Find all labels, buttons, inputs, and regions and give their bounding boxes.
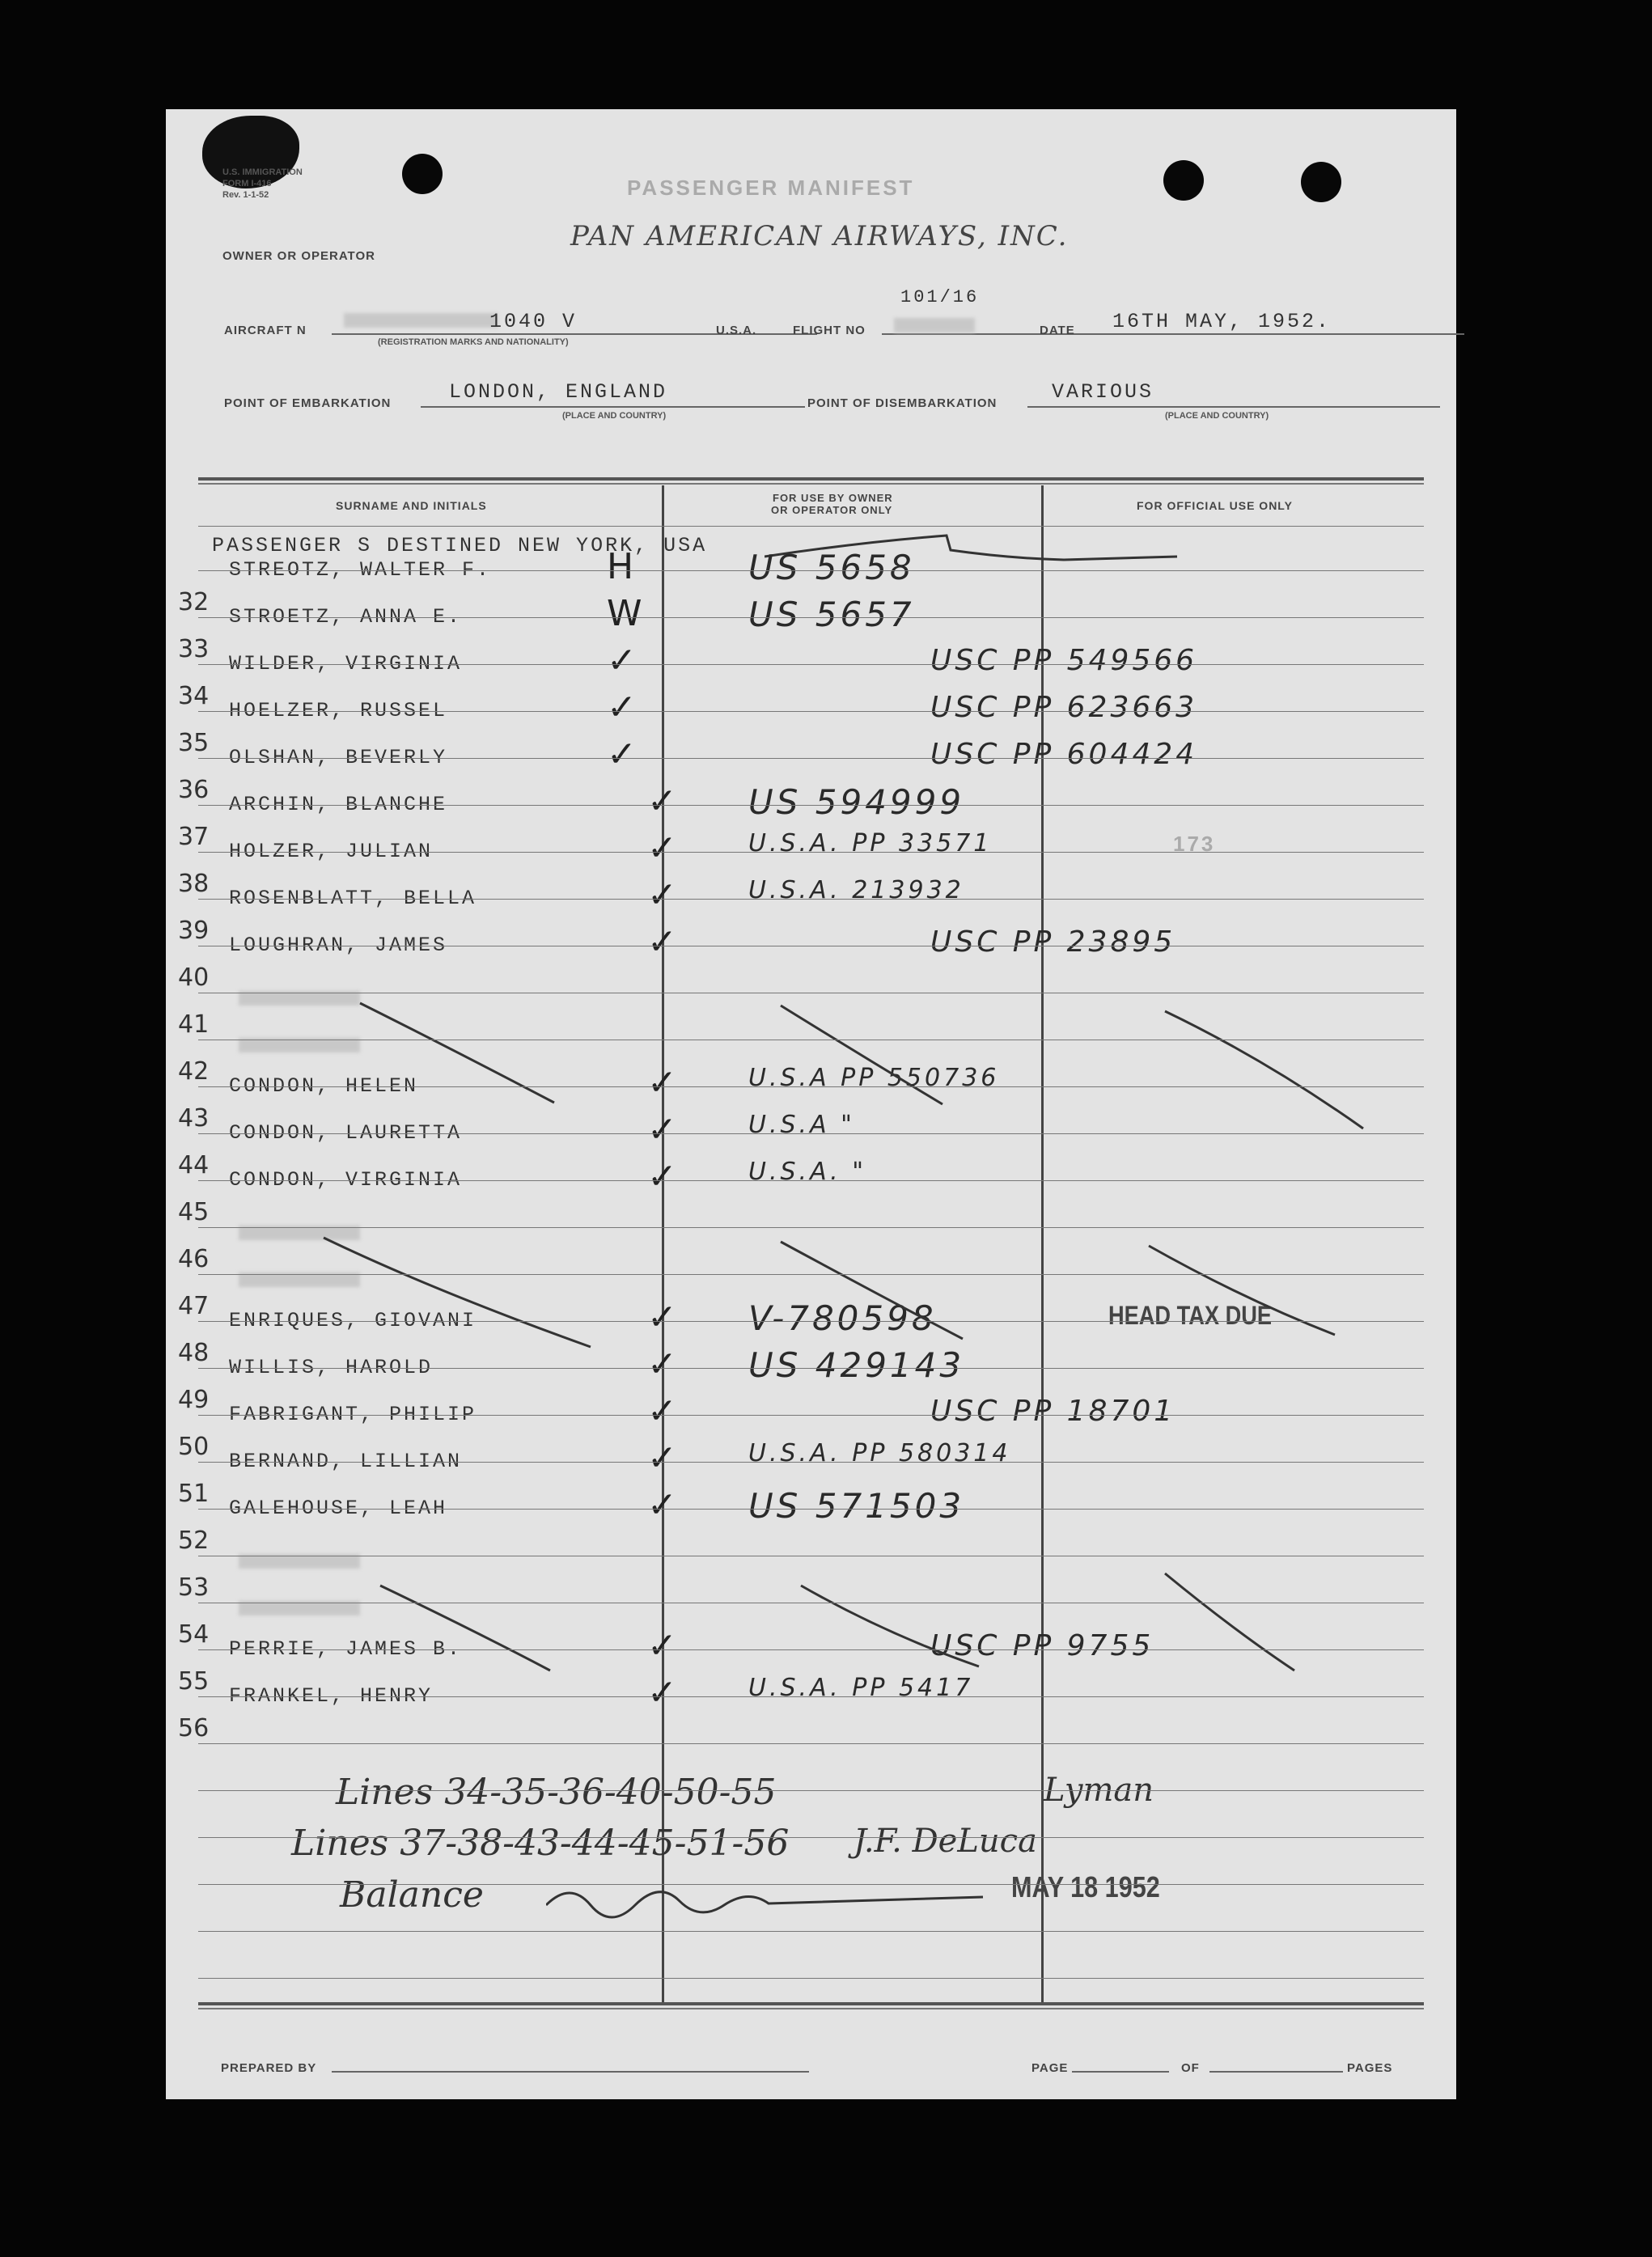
row-number: 37 — [178, 823, 210, 851]
official-use-value: USC PP 549566 — [930, 644, 1198, 677]
manifest-sheet — [166, 109, 1456, 2099]
row-rule — [198, 1133, 1424, 1134]
owner-use-value: U.S.A. " — [748, 1158, 867, 1186]
row-rule — [198, 1462, 1424, 1463]
row-number: 34 — [178, 682, 210, 710]
row-rule — [198, 664, 1424, 665]
row-rule — [198, 1931, 1424, 1932]
row-number: 43 — [178, 1104, 210, 1133]
official-use-value: HEAD TAX DUE — [1108, 1301, 1272, 1330]
row-rule — [198, 1180, 1424, 1181]
official-use-value: USC PP 23895 — [930, 925, 1176, 959]
date-stamp: MAY 18 1952 — [1011, 1870, 1160, 1903]
row-rule — [198, 1649, 1424, 1650]
passenger-name: GALEHOUSE, LEAH — [229, 1497, 448, 1520]
passenger-name: STREOTZ, WALTER F. — [229, 558, 492, 582]
row-rule — [198, 1321, 1424, 1322]
place-sublabel: (PLACE AND COUNTRY) — [562, 411, 667, 421]
row-number: 46 — [178, 1245, 210, 1273]
owner-use-value: V-780598 — [748, 1298, 937, 1338]
check-mark: ✓ — [647, 921, 677, 963]
embark-label: POINT OF EMBARKATION — [224, 396, 392, 410]
redacted-field — [344, 313, 498, 328]
passenger-name: ARCHIN, BLANCHE — [229, 793, 448, 816]
row-number: 54 — [178, 1620, 210, 1649]
passenger-name: FABRIGANT, PHILIP — [229, 1403, 477, 1426]
row-number: 42 — [178, 1057, 210, 1086]
passenger-name: HOLZER, JULIAN — [229, 840, 434, 863]
row-rule — [198, 852, 1424, 853]
prepared-underline — [332, 2071, 809, 2073]
check-mark: ✓ — [647, 874, 677, 916]
row-rule — [198, 1743, 1424, 1744]
owner-use-value: US 594999 — [748, 782, 965, 822]
passenger-name: BERNAND, LILLIAN — [229, 1450, 463, 1473]
prepared-by-label: PREPARED BY — [221, 2061, 317, 2075]
row-rule — [198, 805, 1424, 806]
passenger-name: FRANKEL, HENRY — [229, 1684, 434, 1708]
row-rule — [198, 758, 1424, 759]
row-rule — [198, 1790, 1424, 1791]
company-name: PAN AMERICAN AIRWAYS, INC. — [570, 220, 1069, 252]
col-header-official: FOR OFFICIAL USE ONLY — [1137, 499, 1293, 512]
row-number: 40 — [178, 963, 210, 992]
of-underline — [1209, 2071, 1343, 2073]
table-bottom-border — [198, 2002, 1424, 2005]
check-mark: ✓ — [647, 1484, 677, 1526]
passenger-name: CONDON, LAURETTA — [229, 1121, 463, 1145]
check-mark: W — [607, 593, 642, 634]
check-mark: ✓ — [647, 1438, 677, 1479]
ink-blot — [202, 116, 299, 188]
owner-use-value: US 5657 — [748, 595, 915, 634]
owner-use-value: US 571503 — [748, 1486, 965, 1526]
check-mark: H — [607, 546, 634, 587]
check-mark: ✓ — [647, 781, 677, 822]
punch-hole-right — [1301, 162, 1341, 202]
table-bottom-border-2 — [198, 2008, 1424, 2009]
note-balance: Balance — [340, 1874, 484, 1916]
disembark-value: VARIOUS — [1052, 380, 1154, 404]
redacted-field — [894, 318, 975, 332]
date-value: 16TH MAY, 1952. — [1112, 310, 1332, 333]
row-rule — [198, 1368, 1424, 1369]
owner-use-value: US 429143 — [748, 1345, 965, 1385]
row-number: 39 — [178, 917, 210, 945]
page-label: PAGE — [1031, 2061, 1069, 2075]
row-rule — [198, 617, 1424, 618]
row-number: 55 — [178, 1667, 210, 1696]
passenger-name: CONDON, VIRGINIA — [229, 1168, 463, 1192]
owner-use-value: U.S.A. PP 580314 — [748, 1439, 1011, 1467]
note-initials-2: J.F. DeLuca — [854, 1823, 1037, 1860]
check-mark: ✓ — [647, 828, 677, 869]
check-mark: ✓ — [647, 1156, 677, 1197]
row-number: 56 — [178, 1714, 210, 1743]
page-underline — [1072, 2071, 1169, 2073]
note-lines-1: Lines 34-35-36-40-50-55 — [336, 1772, 777, 1813]
check-mark: ✓ — [647, 1062, 677, 1103]
embark-underline — [421, 406, 805, 408]
disembark-label: POINT OF DISEMBARKATION — [807, 396, 998, 410]
check-mark: ✓ — [607, 687, 637, 728]
official-use-value: 173 — [1173, 832, 1216, 856]
row-number: 35 — [178, 729, 210, 757]
row-rule — [198, 899, 1424, 900]
passenger-name: STROETZ, ANNA E. — [229, 605, 463, 629]
owner-use-value: U.S.A PP 550736 — [748, 1064, 1000, 1092]
row-number: 41 — [178, 1010, 210, 1039]
row-number: 38 — [178, 870, 210, 898]
passenger-name: WILLIS, HAROLD — [229, 1356, 434, 1379]
owner-use-value: U.S.A " — [748, 1111, 855, 1139]
of-label: OF — [1181, 2061, 1200, 2075]
aircraft-label: AIRCRAFT N — [224, 324, 307, 337]
row-rule — [198, 1978, 1424, 1979]
disembark-underline — [1027, 406, 1440, 408]
row-number: 32 — [178, 588, 210, 616]
balance-signature — [546, 1873, 999, 1929]
passenger-name: PERRIE, JAMES B. — [229, 1637, 463, 1661]
passenger-name: HOELZER, RUSSEL — [229, 699, 448, 722]
col-header-owner-1: FOR USE BY OWNER — [773, 492, 893, 504]
manifest-title: PASSENGER MANIFEST — [627, 176, 915, 200]
row-rule — [198, 1696, 1424, 1697]
form-number-1: U.S. IMMIGRATION — [222, 167, 303, 177]
official-use-value: USC PP 18701 — [930, 1395, 1176, 1428]
owner-label: OWNER OR OPERATOR — [222, 249, 375, 263]
row-number: 36 — [178, 776, 210, 804]
destination-line: PASSENGER S DESTINED NEW YORK, USA — [212, 534, 708, 557]
row-number: 50 — [178, 1433, 210, 1461]
aircraft-value: 1040 V — [489, 310, 578, 333]
check-mark: ✓ — [647, 1625, 677, 1666]
table-top-border-2 — [198, 483, 1424, 485]
check-mark: ✓ — [607, 640, 637, 681]
row-number: 53 — [178, 1573, 210, 1602]
form-number-2: FORM I-416 — [222, 179, 272, 188]
row-rule — [198, 1509, 1424, 1510]
row-rule — [198, 1227, 1424, 1228]
check-mark: ✓ — [607, 734, 637, 775]
date-label: DATE — [1040, 324, 1075, 337]
form-number-3: Rev. 1-1-52 — [222, 190, 269, 200]
passenger-name: LOUGHRAN, JAMES — [229, 934, 448, 957]
note-lines-2: Lines 37-38-43-44-45-51-56 — [291, 1823, 790, 1864]
aircraft-sublabel: (REGISTRATION MARKS AND NATIONALITY) — [378, 337, 569, 347]
official-use-value: USC PP 9755 — [930, 1629, 1154, 1662]
row-rule — [198, 1415, 1424, 1416]
passenger-name: ROSENBLATT, BELLA — [229, 887, 477, 910]
owner-use-value: US 5658 — [748, 548, 915, 587]
row-number: 49 — [178, 1386, 210, 1414]
punch-hole-left — [402, 154, 443, 194]
embark-value: LONDON, ENGLAND — [449, 380, 668, 404]
pages-label: PAGES — [1347, 2061, 1393, 2075]
owner-use-value: U.S.A. PP 5417 — [748, 1674, 974, 1702]
row-rule — [198, 570, 1424, 571]
table-top-border — [198, 477, 1424, 481]
punch-hole-middle — [1163, 160, 1204, 201]
usa-label: U.S.A. — [716, 324, 757, 337]
official-use-value: USC PP 623663 — [930, 691, 1198, 724]
passenger-name: WILDER, VIRGINIA — [229, 652, 463, 675]
row-number: 45 — [178, 1198, 210, 1226]
check-mark: ✓ — [647, 1391, 677, 1432]
row-rule — [198, 1884, 1424, 1885]
official-use-value: USC PP 604424 — [930, 738, 1198, 771]
note-initials-1: Lyman — [1044, 1772, 1154, 1809]
row-number: 52 — [178, 1527, 210, 1555]
row-rule — [198, 1837, 1424, 1838]
owner-use-value: U.S.A. PP 33571 — [748, 829, 993, 857]
row-number: 47 — [178, 1292, 210, 1320]
check-mark: ✓ — [647, 1344, 677, 1385]
date-underline — [1084, 333, 1464, 335]
col-header-owner-2: OR OPERATOR ONLY — [771, 504, 893, 516]
passenger-name: ENRIQUES, GIOVANI — [229, 1309, 477, 1332]
flight-label: FLIGHT NO — [793, 324, 866, 337]
row-rule — [198, 1274, 1424, 1275]
place-sublabel-2: (PLACE AND COUNTRY) — [1165, 411, 1269, 421]
row-number: 33 — [178, 635, 210, 663]
row-rule — [198, 1086, 1424, 1087]
row-number: 48 — [178, 1339, 210, 1367]
flight-value: 101/16 — [900, 287, 980, 307]
check-mark: ✓ — [647, 1297, 677, 1338]
row-rule — [198, 711, 1424, 712]
passenger-name: CONDON, HELEN — [229, 1074, 419, 1098]
check-mark: ✓ — [647, 1672, 677, 1713]
col-header-surname: SURNAME AND INITIALS — [336, 499, 487, 512]
check-mark: ✓ — [647, 1109, 677, 1150]
owner-use-value: U.S.A. 213932 — [748, 876, 964, 904]
passenger-name: OLSHAN, BEVERLY — [229, 746, 448, 769]
row-number: 44 — [178, 1151, 210, 1179]
row-number: 51 — [178, 1480, 210, 1508]
